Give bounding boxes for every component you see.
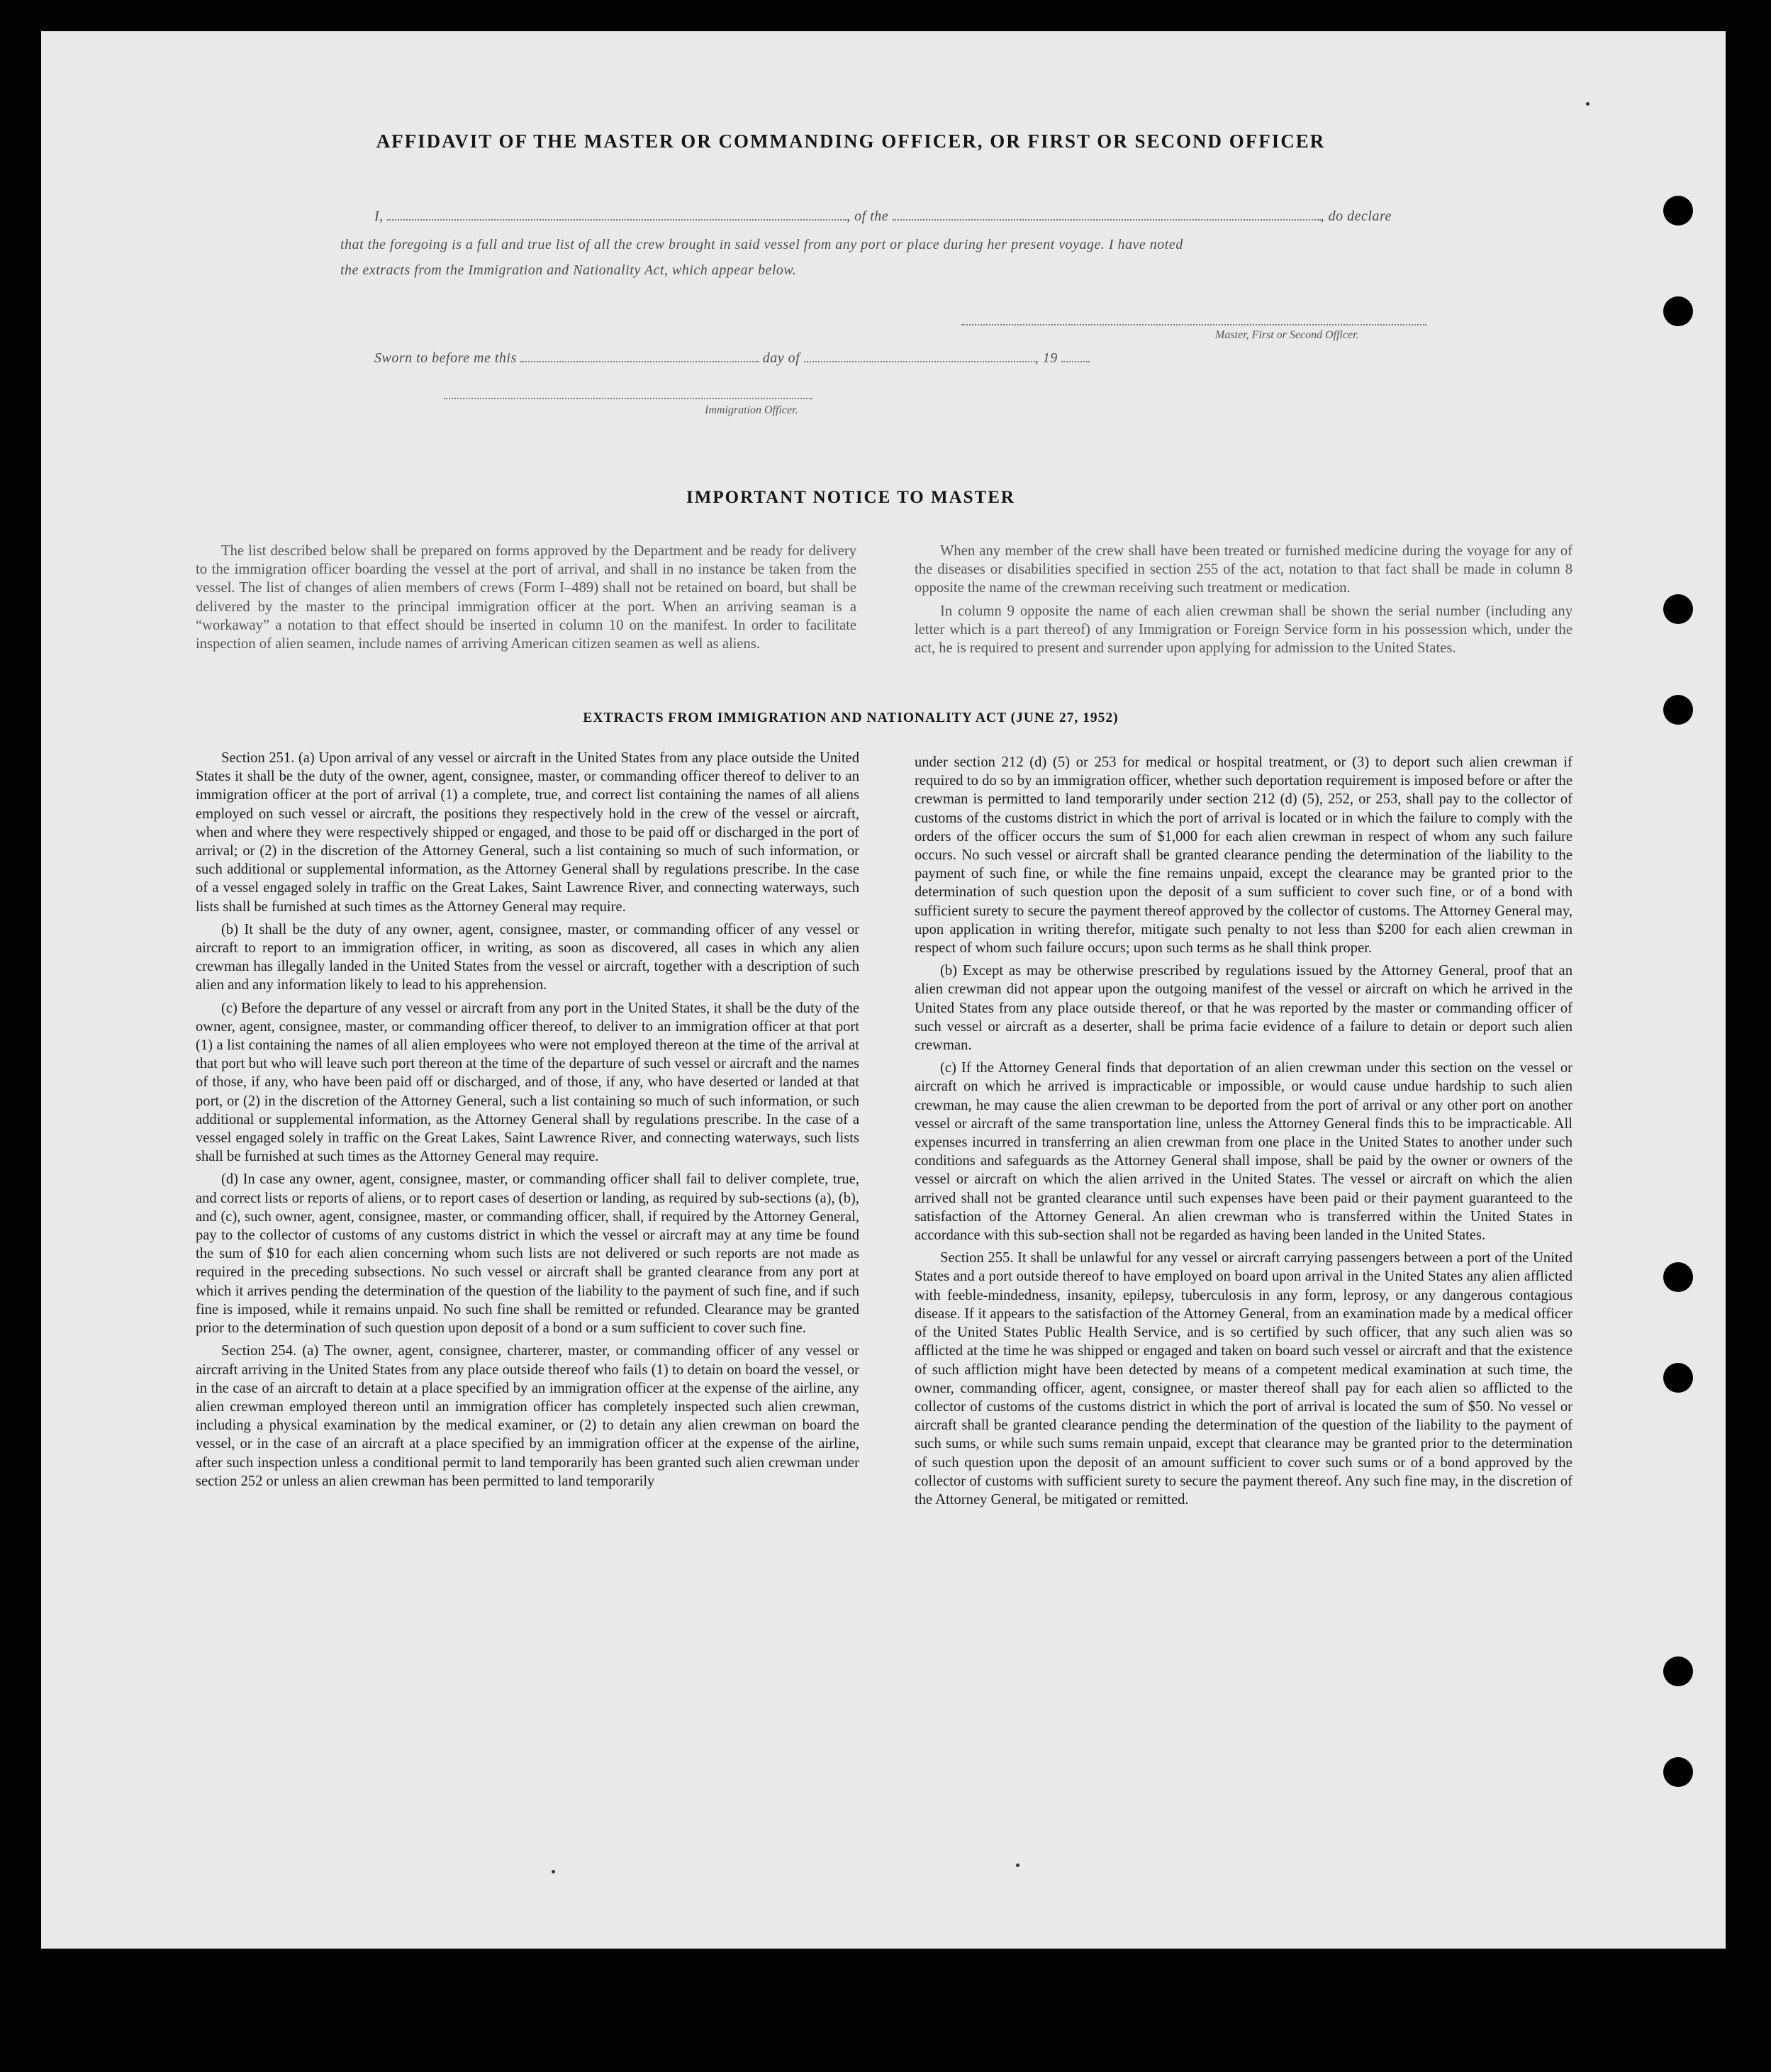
sworn-line <box>374 350 1090 367</box>
punch-hole <box>1663 296 1693 326</box>
notice-left-paragraph: The list described below shall be prepared on forms approved by the Department and be ready for delivery to the immigration officer boarding the vessel at the port of arrival, and shall in no instance be taken from the vessel. The list of changes of alien members of crews (Form I–489) shall not be retained on board, but shall be delivered by the master to the principal immigration officer at the port. When an arriving seaman is a “workaway” a notation to that effect should be inserted in column 10 on the manifest. In order to facilitate inspection of alien seamen, include names of arriving American citizen seamen as well as aliens. <box>196 543 856 652</box>
vessel-name-field[interactable] <box>893 218 1321 221</box>
do-declare-label: , do declare <box>1320 208 1392 224</box>
affidavit-line-1 <box>374 208 1392 225</box>
section-254-a-continued: under section 212 (d) (5) or 253 for medical or hospital treatment, or (3) to deport such alien crewman if required to do so by an immigration officer, whether such deportation requirement is imposed before or after the crewman is permitted to land temporarily under section 212 (d) (5), 252, or 253, shall pay to the collector of customs of the customs district in which the port of arrival is located or in which the failure to comply with the orders of the officer occurs the sum of $1,000 for each alien crewman in respect of whom any such failure occurs. No such vessel or aircraft shall be granted clearance pending the determination of the liability to the payment of such fine, or while the fine remains unpaid, except the clearance may be granted prior to the determination of such question upon the deposit of a sum sufficient to cover such fine, or of a bond with sufficient surety to secure the payment thereof approved by the collector of customs. The Attorney General may, upon application in writing therefor, mitigate such penalty to not less than $200 for each alien crewman in respect of whom such failure occurs; upon such terms as he shall think proper. <box>915 754 1572 957</box>
punch-hole <box>1663 594 1693 624</box>
sworn-day-field[interactable] <box>520 360 759 362</box>
scan-speck <box>552 1870 555 1873</box>
punch-hole <box>1663 1656 1693 1686</box>
notice-right-paragraph-1: When any member of the crew shall have been treated or furnished medicine during the voyage for any of the diseases or disabilities specified in section 255 of the act, notation to that fact shall be made in column 8 opposite the name of the crewman receiving such treatment or medication. <box>915 543 1572 596</box>
master-signature-label: Master, First or Second Officer. <box>1215 329 1359 341</box>
section-251-d: (d) In case any owner, agent, consignee, master, or commanding officer shall fail to deliver complete, true, and correct lists or reports of aliens, or to report cases of desertion or landing, as required by sub-sections (a), (b), and (c), such owner, agent, consignee, master, or commanding officer, shall, if required by the Attorney General, pay to the collector of customs of any customs district in which the vessel or aircraft may at any time be found the sum of $10 for each alien concerning whom such lists are not delivered or such reports are not made as required in the preceding subsections. No such vessel or aircraft shall be granted clearance from any port at which it arrives pending the determination of the question of the liability to the payment of such fine, and if such fine is imposed, while it remains unpaid. No such fine shall be remitted or refunded. Clearance may be granted prior to the determination of such question upon deposit of a bond or a sum sufficient to cover such fine. <box>196 1171 859 1337</box>
of-the-label: , of the <box>847 208 889 224</box>
notice-right-column <box>915 542 1572 662</box>
sworn-year-field[interactable] <box>1061 360 1090 362</box>
affidavit-line-2: that the foregoing is a full and true list of all the crew brought in said vessel from any port or place during her present voyage. I have noted <box>340 237 1183 252</box>
extracts-right-column <box>915 753 1572 1513</box>
declarant-prefix: I, <box>374 208 384 224</box>
punch-hole <box>1663 1363 1693 1393</box>
section-254-c: (c) If the Attorney General finds that deportation of an alien crewman under this section on the vessel or aircraft on which he arrived is impracticable or impossible, or would cause undue hardship to such alien crewman, he may cause the alien crewman to be deported from the port of arrival or any other port on another vessel or aircraft of the same transportation line, unless the Attorney General finds this to be impracticable. All expenses incurred in transferring an alien crewman from one place in the United States to another under such conditions and safeguards as the Attorney General shall impose, shall be paid by the owner or owners of the vessel or aircraft on which the alien arrived in the United States. The vessel or aircraft on which the alien arrived shall not be granted clearance until such expenses have been paid or their payment guaranteed to the satisfaction of the Attorney General. An alien crewman who is transferred within the United States in accordance with this sub-section shall not be regarded as having been landed in the United States. <box>915 1060 1572 1244</box>
notice-left-column <box>196 542 856 657</box>
officer-signature-line[interactable] <box>444 398 812 399</box>
section-251-b: (b) It shall be the duty of any owner, agent, consignee, master, or commanding officer of any vessel or aircraft to report to an immigration officer, in writing, as soon as discovered, all cases in which any alien crewman has illegally landed in the United States from the vessel or aircraft, together with a description of such alien and any information likely to lead to his apprehension. <box>196 921 859 993</box>
punch-hole <box>1663 1262 1693 1292</box>
extracts-title: EXTRACTS FROM IMMIGRATION AND NATIONALITY ACT (JUNE 27, 1952) <box>583 711 1119 725</box>
affidavit-line-3: the extracts from the Immigration and Nationality Act, which appear below. <box>340 262 797 278</box>
sworn-label: Sworn to before me this <box>374 350 517 366</box>
section-255: Section 255. It shall be unlawful for any vessel or aircraft carrying passengers between a port of the United States and a port outside thereof to have employed on board upon arrival in the United States any alien afflicted with feeble-mindedness, insanity, epilepsy, tuberculosis in any form, leprosy, or any dangerous contagious disease. If it appears to the satisfaction of the Attorney General, from an examination made by a medical officer of the United States Public Health Service, and is so certified by such officer, that any such alien was so afflicted at the time he was shipped or engaged and taken on board such vessel or aircraft and that the existence of such affliction might have been detected by means of a competent medical examination at such time, the owner, commanding officer, agent, consignee, or master thereof shall pay for each alien so afflicted to the collector of customs of the customs district in which the port of arrival is located the sum of $50. No vessel or aircraft shall be granted clearance pending the determination of the question of the liability to the payment of such sums, or while such sums remain unpaid, except that clearance may be granted prior to the determination of such question upon the deposit of an amount sufficient to cover such sums or of a bond approved by the collector of customs with sufficient surety to secure the payment thereof. Any such fine may, in the discretion of the Attorney General, be mitigated or remitted. <box>915 1250 1572 1508</box>
notice-right-paragraph-2: In column 9 opposite the name of each alien crewman shall be shown the serial number (including any letter which is a part thereof) of any Immigration or Foreign Service form in his possession which, under the act, he is required to present and surrender upon applying for admission to the United States. <box>915 603 1572 657</box>
punch-hole <box>1663 1757 1693 1787</box>
declarant-name-field[interactable] <box>387 218 847 221</box>
immigration-officer-label: Immigration Officer. <box>705 404 798 416</box>
day-of-label: day of <box>762 350 800 366</box>
scan-speck <box>1016 1864 1019 1867</box>
scan-speck <box>1586 102 1590 106</box>
master-signature-line[interactable] <box>961 324 1426 325</box>
sworn-month-field[interactable] <box>804 360 1035 362</box>
year-prefix-label: , 19 <box>1034 350 1058 366</box>
punch-hole <box>1663 196 1693 225</box>
extracts-left-column <box>196 749 859 1495</box>
section-254-a: Section 254. (a) The owner, agent, consignee, charterer, master, or commanding officer of any vessel or aircraft arriving in the United States from any place outside thereof who fails (1) to detain on board the vessel, or in the case of an aircraft to detain at a place specified by an immigration officer at the expense of the airline, any alien crewman employed thereon until an immigration officer has completely inspected such alien crewman, including a physical examination by the medical examiner, or (2) to detain any alien crewman on board the vessel, or in the case of an aircraft at a place specified by an immigration officer at the expense of the airline, after such inspection unless a conditional permit to land temporarily has been granted such alien crewman under section 252 or unless an alien crewman has been permitted to land temporarily <box>196 1343 859 1489</box>
notice-title: IMPORTANT NOTICE TO MASTER <box>686 488 1015 507</box>
punch-hole <box>1663 695 1693 725</box>
section-251-a: Section 251. (a) Upon arrival of any vessel or aircraft in the United States from any place outside the United States it shall be the duty of the owner, agent, consignee, master, or commanding officer thereof to deliver to an immigration officer at the port of arrival (1) a complete, true, and correct list containing the names of all aliens employed on such vessel or aircraft, the positions they respectively hold in the crew of the vessel or aircraft, when and where they were respectively shipped or engaged, and those to be paid off or discharged in the port of arrival; or (2) in the discretion of the Attorney General, such a list containing so much of such information, or such additional or supplemental information, as the Attorney General shall by regulations prescribe. In the case of a vessel engaged solely in traffic on the Great Lakes, Saint Lawrence River, and connecting waterways, such lists shall be furnished at such times as the Attorney General may require. <box>196 750 859 915</box>
section-251-c: (c) Before the departure of any vessel or aircraft from any port in the United States, it shall be the duty of the owner, agent, consignee, master, or commanding officer thereof, to deliver to an immigration officer at that port (1) a list containing the names of all alien employees who were not employed thereon at the time of the arrival at that port but who will leave such port thereon at the time of the departure of such vessel or aircraft and the names of those, if any, who have been paid off or discharged, and of those, if any, who have deserted or landed at that port, or (2) in the discretion of the Attorney General, such a list containing so much of such information, or such additional or supplemental information, as the Attorney General shall by regulations prescribe. In the case of a vessel engaged solely in traffic on the Great Lakes, Saint Lawrence River, and connecting waterways, such lists shall be furnished at such times as the Attorney General may require. <box>196 1000 859 1165</box>
section-254-b: (b) Except as may be otherwise prescribed by regulations issued by the Attorney General, proof that an alien crewman did not appear upon the outgoing manifest of the vessel or aircraft on which he arrived in the United States from any place outside thereof, or that he was reported by the master or commanding officer of such vessel or aircraft as a deserter, shall be prima facie evidence of a failure to detain or deport such alien crewman. <box>915 963 1572 1054</box>
affidavit-title: AFFIDAVIT OF THE MASTER OR COMMANDING OFFICER, OR FIRST OR SECOND OFFICER <box>376 130 1326 152</box>
